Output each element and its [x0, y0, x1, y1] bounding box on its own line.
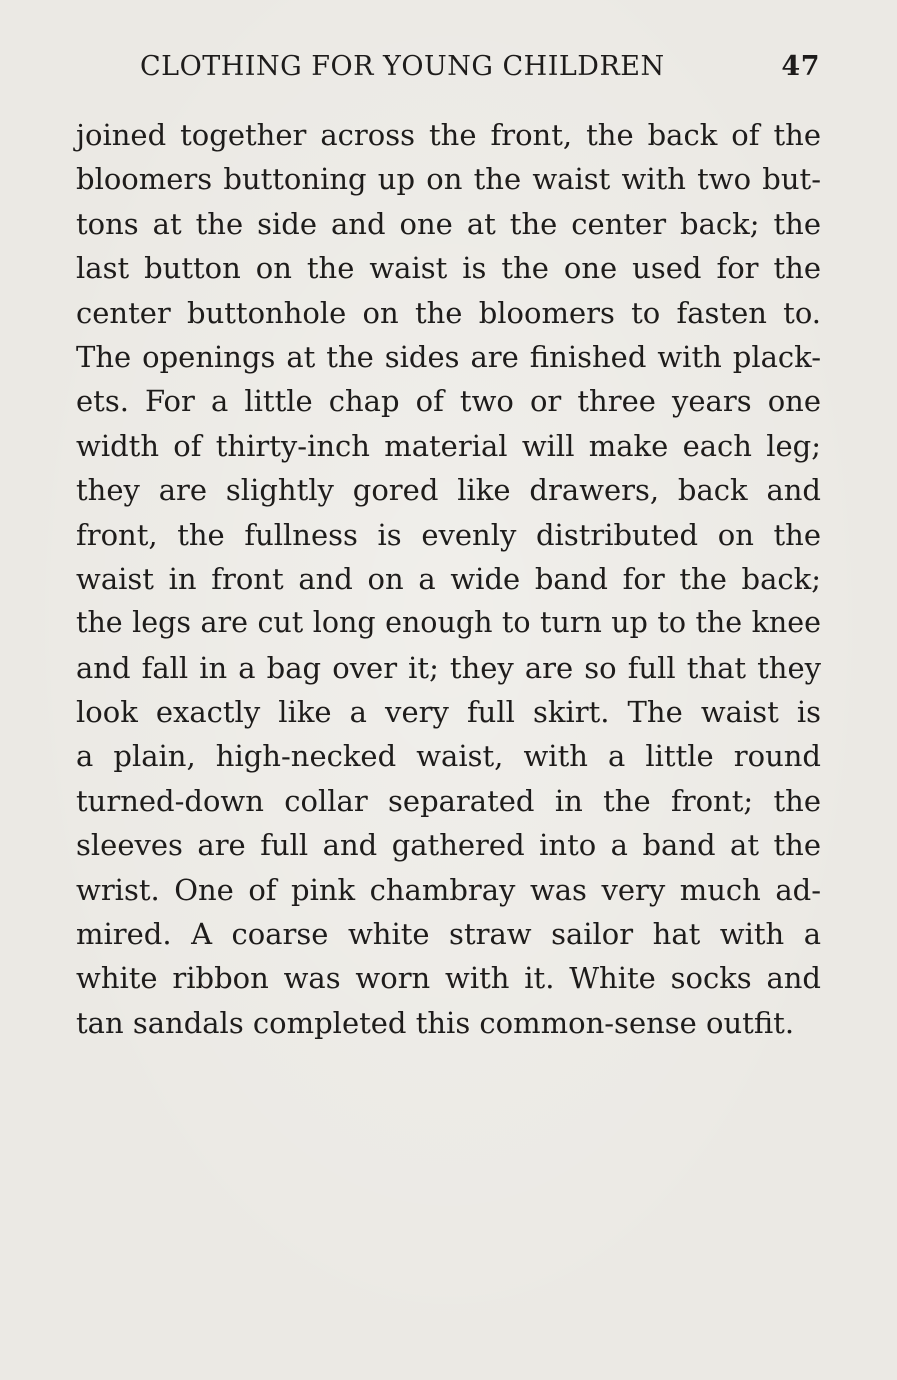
text-line: a plain, high-necked waist, with a little round — [76, 739, 821, 774]
text-line: joined together across the front, the back of the — [76, 118, 821, 152]
text-line: wrist. One of pink chambray was very much ad- — [76, 872, 821, 907]
text-line: tan sandals completed this common-sense outfit. — [76, 1005, 795, 1040]
text-line: they are slightly gored like drawers, back and — [76, 473, 821, 508]
text-line: waist in front and on a wide band for the back; — [76, 561, 821, 596]
text-line: width of thirty-inch material will make each leg; — [76, 428, 821, 463]
text-line: mired. A coarse white straw sailor hat with a — [76, 917, 821, 952]
body-paragraph — [76, 113, 821, 1045]
text-line: ets. For a little chap of two or three years one — [76, 384, 821, 419]
text-line: and fall in a bag over it; they are so full that they — [76, 650, 821, 685]
text-line: bloomers buttoning up on the waist with two but- — [76, 162, 821, 197]
text-line: The openings at the sides are finished with plack- — [76, 339, 821, 374]
running-head — [140, 46, 820, 86]
page-number: 47 — [781, 50, 820, 82]
text-line: last button on the waist is the one used for the — [76, 251, 821, 286]
text-line: turned-down collar separated in the front; the — [76, 783, 821, 818]
text-line: sleeves are full and gathered into a band at the — [76, 828, 821, 863]
running-title: CLOTHING FOR YOUNG CHILDREN — [140, 50, 665, 82]
text-line: center buttonhole on the bloomers to fasten to. — [76, 295, 821, 330]
text-line: the legs are cut long enough to turn up to the knee — [76, 606, 821, 640]
text-line: front, the fullness is evenly distributed on the — [76, 517, 821, 552]
text-line: look exactly like a very full skirt. The waist is — [76, 695, 821, 730]
text-line: white ribbon was worn with it. White socks and — [76, 961, 821, 996]
text-line: tons at the side and one at the center back; the — [76, 206, 821, 241]
